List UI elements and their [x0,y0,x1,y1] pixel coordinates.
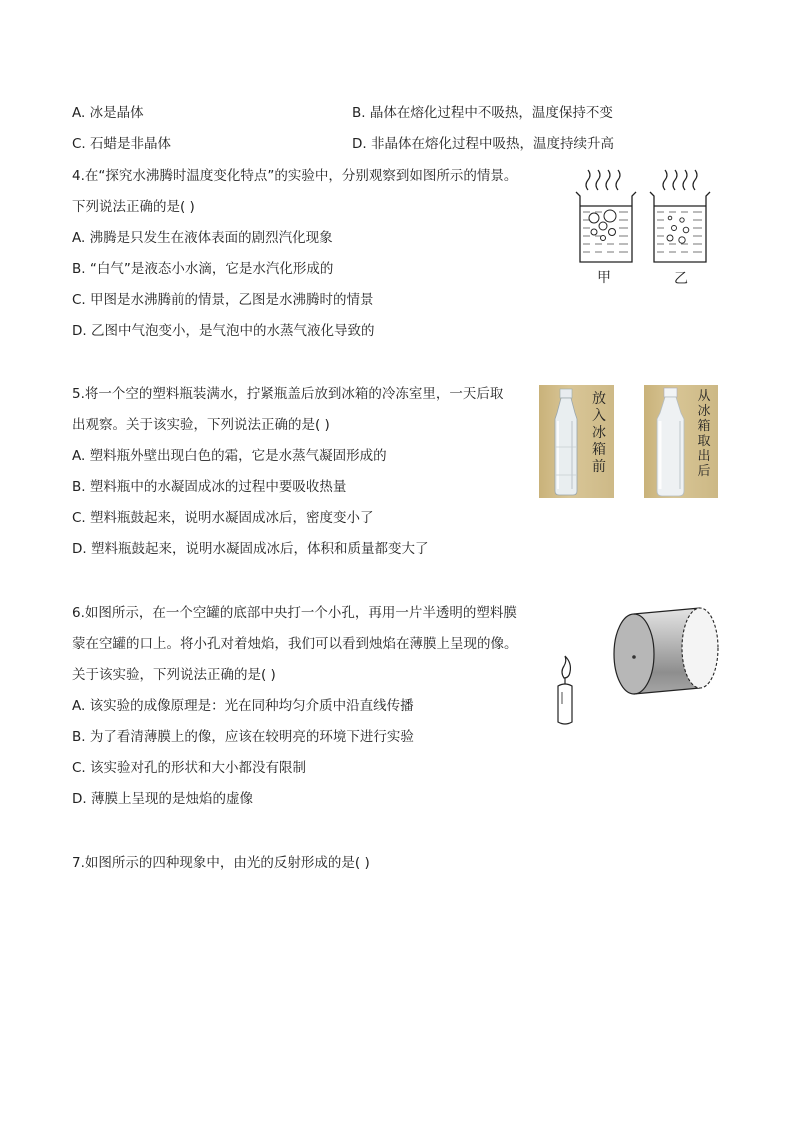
q5-option-a: A. 塑料瓶外壁出现白色的霜，它是水蒸气凝固形成的 [72,448,387,464]
q6-option-a: A. 该实验的成像原理是：光在同种均匀介质中沿直线传播 [72,698,414,714]
q4-option-d: D. 乙图中气泡变小，是气泡中的水蒸气液化导致的 [72,323,375,339]
q5-stem-line2: 出观察。关于该实验，下列说法正确的是( ) [72,417,330,433]
can-icon [614,608,718,694]
q4-stem-line1: 4.在“探究水沸腾时温度变化特点”的实验中，分别观察到如图所示的情景。 [72,168,518,184]
pinhole-camera-figure [550,600,725,730]
q6-option-d: D. 薄膜上呈现的是烛焰的虚像 [72,791,253,807]
q5-option-d: D. 塑料瓶鼓起来，说明水凝固成冰后，体积和质量都变大了 [72,541,429,557]
bubbles-right-icon [667,216,689,243]
q3-option-b: B. 晶体在熔化过程中不吸热，温度保持不变 [352,105,613,121]
steam-left-icon [586,170,620,190]
q5-option-b: B. 塑料瓶中的水凝固成冰的过程中要吸收热量 [72,479,347,495]
bottle-before-photo [539,385,614,498]
q6-stem-line3: 关于该实验，下列说法正确的是( ) [72,667,276,683]
water-right-icon [657,212,702,252]
bubbles-left-icon [589,210,616,241]
bottle-after-caption: 从冰箱取出后 [697,389,711,479]
bottle-before-caption: 放入冰箱前 [592,391,606,475]
q5-stem-line1: 5.将一个空的塑料瓶装满水，拧紧瓶盖后放到冰箱的冷冻室里，一天后取 [72,386,504,402]
boiling-beakers-figure [570,168,720,268]
q6-option-b: B. 为了看清薄膜上的像，应该在较明亮的环境下进行实验 [72,729,414,745]
beaker-right-label: 乙 [674,271,688,287]
candle-icon [558,656,572,724]
steam-right-icon [663,170,697,190]
beaker-left-label: 甲 [597,270,611,286]
q4-option-c: C. 甲图是水沸腾前的情景，乙图是水沸腾时的情景 [72,292,374,308]
q6-stem-line1: 6.如图所示，在一个空罐的底部中央打一个小孔，再用一片半透明的塑料膜 [72,605,517,621]
q4-option-b: B. “白气”是液态小水滴，它是水汽化形成的 [72,261,334,277]
bottle-after-photo [644,385,718,498]
beaker-right-icon [650,192,710,262]
q4-option-a: A. 沸腾是只发生在液体表面的剧烈汽化现象 [72,230,333,246]
q3-option-a: A. 冰是晶体 [72,105,144,121]
q3-option-c: C. 石蜡是非晶体 [72,136,172,152]
q3-option-d: D. 非晶体在熔化过程中吸热，温度持续升高 [352,136,614,152]
q4-stem-line2: 下列说法正确的是( ) [72,199,195,215]
pinhole-icon [632,655,636,659]
q6-stem-line2: 蒙在空罐的口上。将小孔对着烛焰，我们可以看到烛焰在薄膜上呈现的像。 [72,636,518,652]
q5-option-c: C. 塑料瓶鼓起来，说明水凝固成冰后，密度变小了 [72,510,374,526]
q7-stem: 7.如图所示的四种现象中，由光的反射形成的是( ) [72,855,370,871]
q6-option-c: C. 该实验对孔的形状和大小都没有限制 [72,760,307,776]
